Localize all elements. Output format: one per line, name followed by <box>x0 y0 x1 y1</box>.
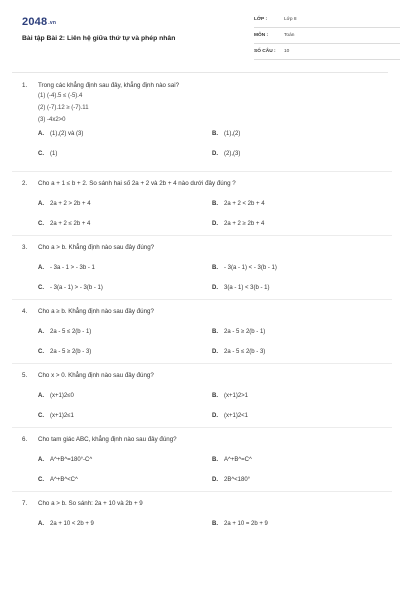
statement: (1) (-4).5 ≤ (-5).4 <box>38 93 83 99</box>
option-letter: C. <box>38 151 44 157</box>
header-divider <box>12 72 388 73</box>
options-grid <box>22 319 382 363</box>
option-text: A^+B^<C^ <box>50 477 78 483</box>
option-letter: C. <box>38 349 44 355</box>
option-b[interactable] <box>212 265 277 271</box>
question-text <box>22 500 382 507</box>
question-prompt: Cho x > 0. Khẳng định nào sau đây đúng? <box>38 372 154 379</box>
option-d[interactable] <box>212 477 250 483</box>
question-3 <box>22 236 382 299</box>
option-text: 2a + 10 < 2b + 9 <box>50 521 94 527</box>
meta-value: 10 <box>284 49 290 54</box>
meta-row-subject <box>254 30 400 44</box>
option-text: (x+1)2≤1 <box>50 413 74 419</box>
option-c[interactable] <box>38 151 57 157</box>
option-b[interactable] <box>212 329 265 335</box>
option-letter: B. <box>212 201 218 207</box>
option-c[interactable] <box>38 477 78 483</box>
option-letter: A. <box>38 457 44 463</box>
question-4 <box>22 300 382 363</box>
option-c[interactable] <box>38 285 103 291</box>
option-d[interactable] <box>212 221 264 227</box>
question-text <box>22 180 382 187</box>
option-letter: D. <box>212 413 218 419</box>
question-number: 6. <box>22 436 28 443</box>
option-text: 2a + 10 = 2b + 9 <box>224 521 268 527</box>
options-grid <box>22 383 382 427</box>
option-text: 2a - 5 ≥ 2(b - 1) <box>224 329 266 335</box>
option-letter: D. <box>212 349 218 355</box>
statement: (3) -4x2>0 <box>38 117 66 123</box>
option-letter: B. <box>212 265 218 271</box>
document-header <box>22 14 382 66</box>
question-prompt: Cho a + 1 ≤ b + 2. So sánh hai số 2a + 2 và 2b + 4 nào dưới đây đúng ? <box>38 180 236 187</box>
option-text: 3(a - 1) < 3(b - 1) <box>224 285 270 291</box>
option-a[interactable] <box>38 457 92 463</box>
logo-main: 2048 <box>22 16 48 28</box>
option-d[interactable] <box>212 349 265 355</box>
options-grid <box>22 191 382 235</box>
option-letter: B. <box>212 329 218 335</box>
option-letter: D. <box>212 477 218 483</box>
option-text: (x+1)2≤0 <box>50 393 74 399</box>
option-d[interactable] <box>212 285 270 291</box>
question-number: 2. <box>22 180 28 187</box>
question-number: 1. <box>22 82 28 89</box>
question-prompt: Cho a > b. So sánh: 2a + 10 và 2b + 9 <box>38 500 143 507</box>
question-number: 7. <box>22 500 28 507</box>
option-letter: A. <box>38 131 44 137</box>
question-prompt: Cho a > b. Khẳng định nào sau đây đúng? <box>38 244 155 251</box>
question-5 <box>22 364 382 427</box>
options-grid <box>22 447 382 491</box>
meta-label: SỐ CÂU : <box>254 49 276 54</box>
option-text: - 3(a - 1) > - 3(b - 1) <box>50 285 103 291</box>
option-text: 2a - 5 ≤ 2(b - 1) <box>50 329 92 335</box>
option-a[interactable] <box>38 329 91 335</box>
statement: (2) (-7).12 ≥ (-7).11 <box>38 105 89 111</box>
option-b[interactable] <box>212 131 240 137</box>
meta-value: Toán <box>284 33 295 38</box>
option-text: 2a - 5 ≤ 2(b - 3) <box>224 349 266 355</box>
option-letter: A. <box>38 521 44 527</box>
option-letter: A. <box>38 329 44 335</box>
option-letter: C. <box>38 413 44 419</box>
option-letter: A. <box>38 393 44 399</box>
meta-label: LỚP : <box>254 17 268 22</box>
option-text: - 3(a - 1) < - 3(b - 1) <box>224 265 277 271</box>
options-grid <box>22 255 382 299</box>
meta-value: Lớp 8 <box>284 17 297 22</box>
option-text: 2a - 5 ≥ 2(b - 3) <box>50 349 92 355</box>
question-text <box>22 82 382 89</box>
question-text <box>22 308 382 315</box>
option-text: A^+B^=C^ <box>224 457 252 463</box>
question-list <box>22 74 382 531</box>
option-text: (1),(2) và (3) <box>50 131 84 137</box>
options-grid <box>22 511 382 531</box>
option-b[interactable] <box>212 201 265 207</box>
option-text: (x+1)2<1 <box>224 413 249 419</box>
option-letter: D. <box>212 221 218 227</box>
option-letter: B. <box>212 521 218 527</box>
option-text: (x+1)2>1 <box>224 393 249 399</box>
option-text: 2a + 2 > 2b + 4 <box>50 201 91 207</box>
option-letter: D. <box>212 285 218 291</box>
document-title: Bài tập Bài 2: Liên hệ giữa thứ tự và phép nhân <box>22 35 176 42</box>
question-text <box>22 244 382 251</box>
option-letter: D. <box>212 151 218 157</box>
option-c[interactable] <box>38 413 74 419</box>
option-text: 2a + 2 < 2b + 4 <box>224 201 265 207</box>
option-letter: C. <box>38 285 44 291</box>
option-text: (1) <box>50 151 58 157</box>
question-6 <box>22 428 382 491</box>
option-text: 2a + 2 ≤ 2b + 4 <box>50 221 91 227</box>
option-letter: A. <box>38 265 44 271</box>
option-a[interactable] <box>38 201 91 207</box>
site-logo[interactable] <box>22 16 56 28</box>
option-text: A^+B^=180°-C^ <box>50 457 93 463</box>
option-a[interactable] <box>38 131 83 137</box>
option-d[interactable] <box>212 413 248 419</box>
logo-suffix: .vn <box>48 20 57 26</box>
question-7 <box>22 492 382 531</box>
question-text <box>22 372 382 379</box>
question-number: 5. <box>22 372 28 379</box>
meta-row-count <box>254 46 400 60</box>
option-text: (1),(2) <box>224 131 241 137</box>
question-prompt: Cho a ≥ b. Khẳng định nào sau đây đúng? <box>38 308 154 315</box>
option-b[interactable] <box>212 393 248 399</box>
options-grid <box>22 129 382 171</box>
option-a[interactable] <box>38 265 95 271</box>
question-text <box>22 436 382 443</box>
question-prompt: Trong các khẳng định sau đây, khẳng định nào sai? <box>38 82 180 89</box>
question-number: 4. <box>22 308 28 315</box>
option-letter: C. <box>38 477 44 483</box>
question-number: 3. <box>22 244 28 251</box>
option-letter: B. <box>212 131 218 137</box>
option-b[interactable] <box>212 457 252 463</box>
question-1 <box>22 74 382 171</box>
question-2 <box>22 172 382 235</box>
option-letter: B. <box>212 457 218 463</box>
option-text: 2B^<180° <box>224 477 251 483</box>
option-a[interactable] <box>38 393 74 399</box>
option-a[interactable] <box>38 521 94 527</box>
option-text: (2),(3) <box>224 151 241 157</box>
option-letter: C. <box>38 221 44 227</box>
option-c[interactable] <box>38 349 91 355</box>
meta-label: MÔN : <box>254 33 269 38</box>
option-letter: B. <box>212 393 218 399</box>
meta-row-class <box>254 14 400 28</box>
option-letter: A. <box>38 201 44 207</box>
option-text: 2a + 2 ≥ 2b + 4 <box>224 221 265 227</box>
option-d[interactable] <box>212 151 240 157</box>
option-c[interactable] <box>38 221 90 227</box>
option-text: - 3a - 1 > - 3b - 1 <box>50 265 95 271</box>
option-b[interactable] <box>212 521 268 527</box>
question-prompt: Cho tam giác ABC, khẳng định nào sau đây đúng? <box>38 436 177 443</box>
meta-table <box>254 14 400 62</box>
